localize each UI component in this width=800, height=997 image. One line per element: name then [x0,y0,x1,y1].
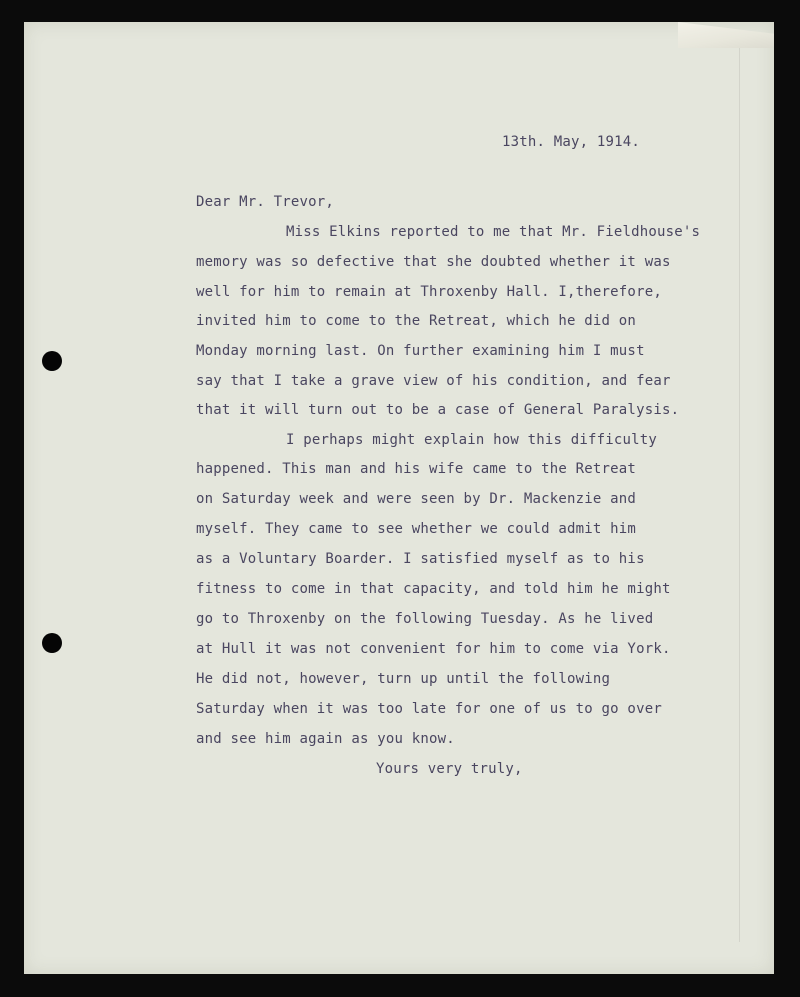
punch-hole-bottom [42,633,62,653]
paragraph-1-line: invited him to come to the Retreat, which he did on [196,313,637,329]
paragraph-2-line: on Saturday week and were seen by Dr. Mackenzie and [196,491,637,507]
letter-salutation: Dear Mr. Trevor, [196,194,335,210]
paragraph-1-line: that it will turn out to be a case of General Paralysis. [196,402,680,418]
paragraph-2-line: at Hull it was not convenient for him to come via York. [196,641,671,657]
paragraph-1-line: say that I take a grave view of his condition, and fear [196,373,671,389]
paragraph-2-line: happened. This man and his wife came to the Retreat [196,461,637,477]
paragraph-2-line: go to Throxenby on the following Tuesday. As he lived [196,611,654,627]
letter-date: 13th. May, 1914. [502,134,641,150]
paragraph-1-line: well for him to remain at Throxenby Hall. I,therefore, [196,284,662,300]
paragraph-1-line: memory was so defective that she doubted whether it was [196,254,671,270]
paragraph-2-line: and see him again as you know. [196,731,455,747]
paragraph-2-line: Saturday when it was too late for one of us to go over [196,701,662,717]
paragraph-2-line: as a Voluntary Boarder. I satisfied myself as to his [196,551,645,567]
letter-closing: Yours very truly, [376,761,523,777]
paragraph-1-line: Monday morning last. On further examining him I must [196,343,645,359]
paragraph-2-line: He did not, however, turn up until the following [196,671,611,687]
paragraph-1-line: Miss Elkins reported to me that Mr. Fieldhouse's [286,224,701,240]
paragraph-2-line: myself. They came to see whether we could admit him [196,521,637,537]
paragraph-2-line: fitness to come in that capacity, and told him he might [196,581,671,597]
punch-hole-top [42,351,62,371]
paragraph-2-line: I perhaps might explain how this difficulty [286,432,658,448]
